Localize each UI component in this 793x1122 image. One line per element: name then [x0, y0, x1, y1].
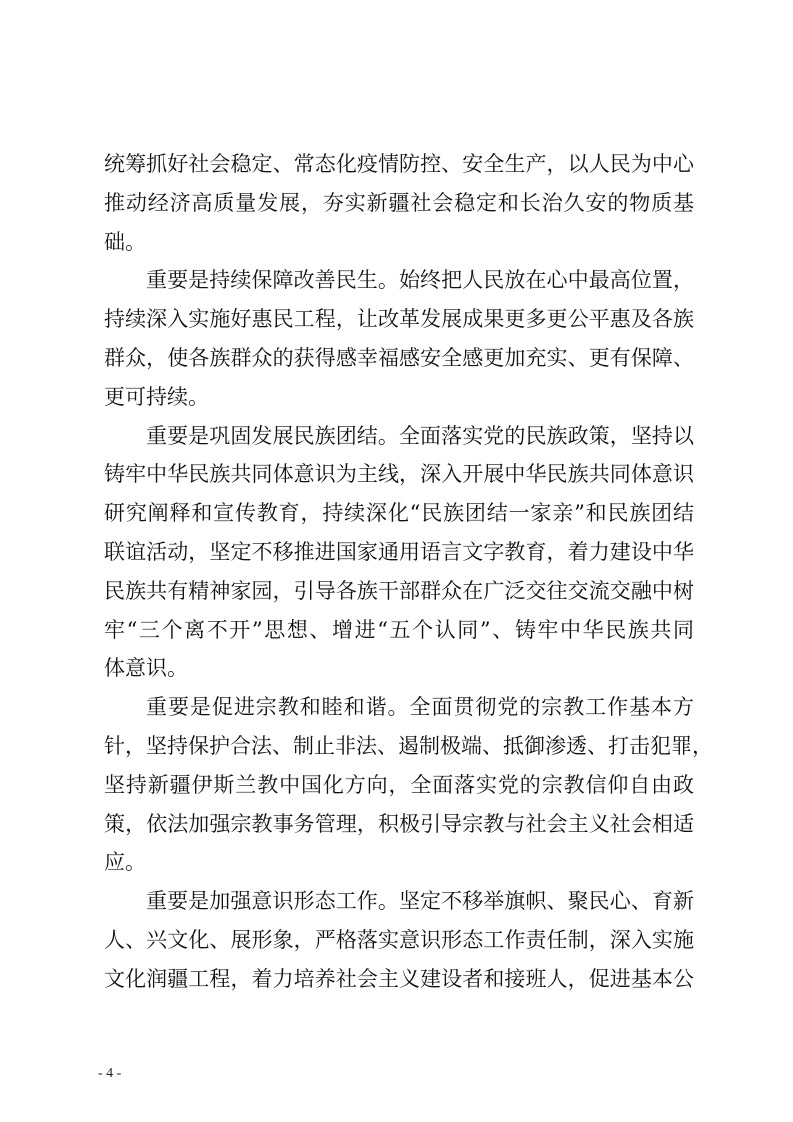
page-number: - 4 -	[98, 1066, 122, 1081]
text-line: 更可持续。	[104, 384, 209, 409]
text-line: 群众，使各族群众的获得感幸福感安全感更加充实、更有保障、	[104, 345, 694, 370]
text-line: 人、兴文化、展形象，严格落实意识形态工作责任制，深入实施	[104, 927, 694, 952]
text-line: 应。	[104, 850, 146, 875]
text-line: 重要是持续保障改善民生。始终把人民放在心中最高位置，	[146, 268, 694, 293]
text-line: 坚持新疆伊斯兰教中国化方向，全面落实党的宗教信仰自由政	[104, 772, 694, 797]
text-line: 重要是巩固发展民族团结。全面落实党的民族政策，坚持以	[146, 423, 694, 448]
text-line: 推动经济高质量发展，夯实新疆社会稳定和长治久安的物质基	[104, 190, 694, 215]
text-line: 重要是促进宗教和睦和谐。全面贯彻党的宗教工作基本方	[146, 695, 694, 720]
text-line: 针，坚持保护合法、制止非法、遏制极端、抵御渗透、打击犯罪，	[104, 733, 713, 758]
text-line: 牢“三个离不开”思想、增进“五个认同”、铸牢中华民族共同	[104, 617, 694, 642]
text-line: 重要是加强意识形态工作。坚定不移举旗帜、聚民心、育新	[146, 889, 694, 914]
text-line: 体意识。	[104, 656, 188, 681]
text-line: 统筹抓好社会稳定、常态化疫情防控、安全生产，以人民为中心	[104, 152, 694, 176]
text-line: 持续深入实施好惠民工程，让改革发展成果更多更公平惠及各族	[104, 307, 694, 332]
text-line: 铸牢中华民族共同体意识为主线，深入开展中华民族共同体意识	[104, 462, 694, 487]
text-line: 策，依法加强宗教事务管理，积极引导宗教与社会主义社会相适	[104, 811, 694, 836]
text-line: 础。	[104, 229, 146, 254]
text-line: 文化润疆工程，着力培养社会主义建设者和接班人，促进基本公	[104, 966, 694, 991]
text-line: 研究阐释和宣传教育，持续深化“民族团结一家亲”和民族团结	[104, 501, 694, 526]
text-line: 联谊活动，坚定不移推进国家通用语言文字教育，着力建设中华	[104, 539, 694, 564]
body-text	[104, 145, 713, 999]
text-line: 民族共有精神家园，引导各族干部群众在广泛交往交流交融中树	[104, 578, 694, 603]
